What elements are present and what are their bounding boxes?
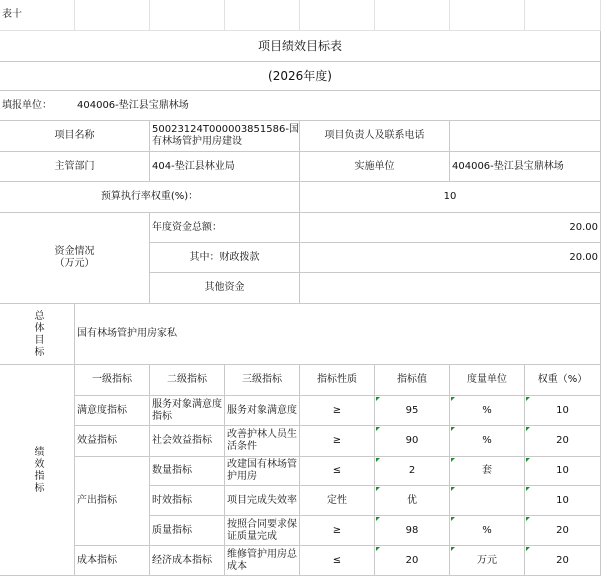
- blank-cell: [150, 0, 225, 31]
- year-label: (2026年度): [0, 62, 601, 91]
- row-level3: 改建国有林场管护用房: [225, 457, 300, 486]
- blank-cell: [450, 0, 525, 31]
- row-nature: 定性: [300, 486, 375, 516]
- budget-weight-value: 10: [300, 182, 601, 213]
- blank-cell: [300, 0, 375, 31]
- page-title: 项目绩效目标表: [0, 31, 601, 62]
- impl-label: 实施单位: [300, 152, 450, 182]
- perf-indicators-label-text: 绩效指标: [32, 446, 43, 494]
- row-level3: 按照合同要求保证质量完成: [225, 516, 300, 546]
- row-unit: %: [450, 516, 525, 546]
- overall-goal-label-text: 总体目标: [32, 310, 43, 358]
- row-unit: 套: [450, 457, 525, 486]
- funds-total-value: 20.00: [300, 213, 601, 243]
- row-level2: 质量指标: [150, 516, 225, 546]
- row-value: 优: [375, 486, 450, 516]
- project-name-label: 项目名称: [0, 121, 150, 152]
- overall-goal-value: 国有林场管护用房家私: [75, 304, 601, 365]
- row-level2: 数量指标: [150, 457, 225, 486]
- budget-weight-label: 预算执行率权重(%)：: [0, 182, 300, 213]
- blank-cell: [375, 0, 450, 31]
- blank-cell: [525, 0, 601, 31]
- row-weight: 20: [525, 516, 601, 546]
- row-unit: %: [450, 426, 525, 457]
- row-weight: 20: [525, 546, 601, 576]
- blank-cell: [225, 0, 300, 31]
- header-nature: 指标性质: [300, 365, 375, 396]
- row-weight: 10: [525, 486, 601, 516]
- row-level2: 社会效益指标: [150, 426, 225, 457]
- perf-indicators-label: [0, 365, 75, 576]
- funds-fiscal-label: 其中：财政拨款: [150, 243, 300, 273]
- row-level3: 改善护林人员生活条件: [225, 426, 300, 457]
- row-weight: 10: [525, 396, 601, 426]
- row-level1: 成本指标: [75, 546, 150, 576]
- row-unit: [450, 486, 525, 516]
- funds-fiscal-value: 20.00: [300, 243, 601, 273]
- filing-unit-label: 填报单位：: [0, 91, 75, 121]
- row-nature: ≥: [300, 426, 375, 457]
- overall-goal-label: [0, 304, 75, 365]
- header-value: 指标值: [375, 365, 450, 396]
- header-level2: 二级指标: [150, 365, 225, 396]
- row-level1: 满意度指标: [75, 396, 150, 426]
- sheet-tag: 表十: [0, 0, 75, 31]
- row-level3: 服务对象满意度: [225, 396, 300, 426]
- funds-other-label: 其他资金: [150, 273, 300, 304]
- funds-other-value: [300, 273, 601, 304]
- row-unit: 万元: [450, 546, 525, 576]
- row-level1: 产出指标: [75, 457, 150, 546]
- row-weight: 20: [525, 426, 601, 457]
- row-value: 98: [375, 516, 450, 546]
- dept-value: 404-垫江县林业局: [150, 152, 300, 182]
- row-level1: 效益指标: [75, 426, 150, 457]
- header-level3: 三级指标: [225, 365, 300, 396]
- row-level3: 项目完成失效率: [225, 486, 300, 516]
- header-unit: 度量单位: [450, 365, 525, 396]
- dept-label: 主管部门: [0, 152, 150, 182]
- header-level1: 一级指标: [75, 365, 150, 396]
- row-value: 20: [375, 546, 450, 576]
- row-nature: ≤: [300, 546, 375, 576]
- funds-total-label: 年度资金总额：: [150, 213, 300, 243]
- contact-value: [450, 121, 601, 152]
- row-nature: ≥: [300, 396, 375, 426]
- row-nature: ≤: [300, 457, 375, 486]
- row-nature: ≥: [300, 516, 375, 546]
- row-level2: 经济成本指标: [150, 546, 225, 576]
- filing-unit-value: 404006-垫江县宝鼎林场: [75, 91, 601, 121]
- blank-cell: [75, 0, 150, 31]
- header-weight: 权重（%）: [525, 365, 601, 396]
- row-value: 90: [375, 426, 450, 457]
- row-level2: 服务对象满意度指标: [150, 396, 225, 426]
- contact-label: 项目负责人及联系电话: [300, 121, 450, 152]
- row-value: 95: [375, 396, 450, 426]
- row-value: 2: [375, 457, 450, 486]
- funds-label: 资金情况 （万元）: [0, 213, 150, 304]
- impl-value: 404006-垫江县宝鼎林场: [450, 152, 601, 182]
- row-weight: 10: [525, 457, 601, 486]
- row-unit: %: [450, 396, 525, 426]
- row-level2: 时效指标: [150, 486, 225, 516]
- row-level3: 维修管护用房总成本: [225, 546, 300, 576]
- project-name-value: 50023124T000003851586-国有林场管护用房建设: [150, 121, 300, 152]
